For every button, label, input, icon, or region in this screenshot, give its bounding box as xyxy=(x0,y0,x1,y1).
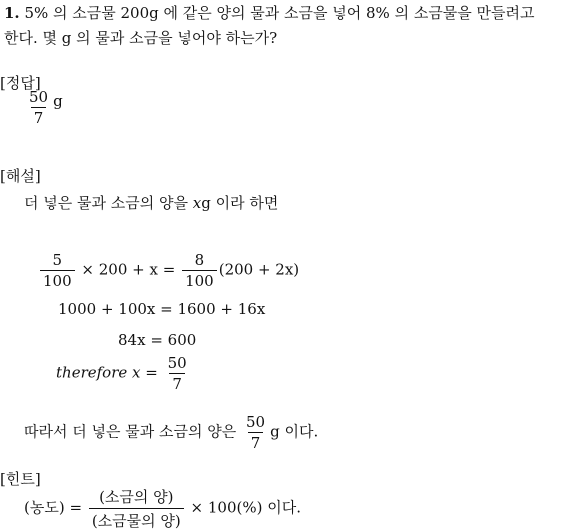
answer-unit: g xyxy=(53,91,63,110)
equation-2: 1000 + 100x = 1600 + 16x xyxy=(58,300,266,318)
explanation-intro xyxy=(24,192,278,213)
problem-number: 1. xyxy=(4,4,20,22)
hint-denominator: (소금물의 양) xyxy=(89,508,184,531)
answer-header: [정답] xyxy=(0,74,41,92)
hint-numerator: (소금의 양) xyxy=(99,488,174,506)
equation-1 xyxy=(38,251,299,290)
eq4-fraction xyxy=(165,354,190,393)
conclusion-text: 따라서 더 넣은 물과 소금의 양은 xyxy=(24,422,237,441)
eq1-middle: × 200 + x = xyxy=(81,260,176,279)
conclusion-numerator: 50 xyxy=(246,413,266,431)
problem-line-1 xyxy=(4,6,535,21)
conclusion-text-end: g 이다. xyxy=(270,422,319,441)
answer-value xyxy=(24,88,63,127)
explanation-header: [해설] xyxy=(0,167,41,185)
conclusion-fraction xyxy=(243,413,268,452)
eq1-tail: (200 + 2x) xyxy=(218,260,300,279)
hint-fraction xyxy=(89,486,184,531)
equation-3: 84x = 600 xyxy=(118,331,197,349)
eq1-f1-denominator: 100 xyxy=(40,270,75,290)
intro-text: 더 넣은 물과 소금의 양을 xyxy=(24,194,193,212)
intro-text-end: g 이라 하면 xyxy=(201,194,279,212)
conclusion-denominator: 7 xyxy=(248,432,264,452)
problem-text-1: 5% 의 소금물 200g 에 같은 양의 물과 소금을 넣어 8% 의 소금물을 만들려고 xyxy=(24,4,535,22)
eq1-f1-numerator: 5 xyxy=(52,251,63,269)
eq4-denominator: 7 xyxy=(169,373,185,393)
eq1-fraction-1 xyxy=(40,251,75,290)
eq1-fraction-2 xyxy=(182,251,217,290)
hint-header: [힌트] xyxy=(0,470,41,488)
problem-line-2: 한다. 몇 g 의 물과 소금을 넣어야 하는가? xyxy=(4,29,278,47)
conclusion xyxy=(24,413,318,452)
equation-4 xyxy=(56,354,192,393)
eq1-f2-numerator: 8 xyxy=(194,251,205,269)
hint-formula xyxy=(24,486,301,531)
hint-lhs: (농도) = xyxy=(24,498,83,517)
hint-rhs: × 100(%) 이다. xyxy=(190,498,301,517)
eq4-lead: therefore x = xyxy=(56,363,158,382)
answer-numerator: 50 xyxy=(29,88,49,106)
answer-fraction xyxy=(26,88,51,127)
eq4-numerator: 50 xyxy=(167,354,187,372)
eq1-f2-denominator: 100 xyxy=(182,270,217,290)
intro-variable: x xyxy=(192,194,202,212)
answer-denominator: 7 xyxy=(31,107,47,127)
